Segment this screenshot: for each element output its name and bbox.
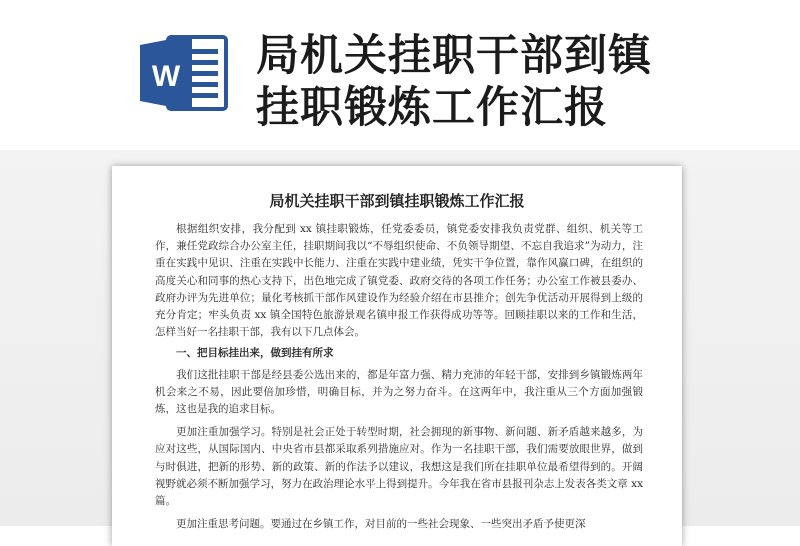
document-body xyxy=(155,221,643,533)
document-page xyxy=(112,166,682,546)
cover-header xyxy=(0,0,800,150)
paragraph-1: 我们这批挂职干部是经县委公选出来的，都是年富力强、精力充沛的年轻干部，安排到乡镇锻炼两年机会来之不易，因此要倍加珍惜，明确目标，并为之努力奋斗。在这两年中，我注重从三个方面加强锻炼，这也是我的追求目标。 xyxy=(155,368,643,416)
intro-paragraph: 根据组织安排，我分配到 xx 镇挂职锻炼，任党委委员，镇党委安排我负责党群、组织、机关等工作，兼任党政综合办公室主任，挂职期间我以“不辱组织使命、不负领导期望、不忘自我追求”为动力，注重在实践中见识、注重在实践中长能力、注重在实践中建业绩，凭实干争位置，靠作风赢口碑，在组织的高度关心和同事的热心支持下，出色地完成了镇党委、政府交待的各项工作任务；办公室工作被县委办、政府办评为先进单位；量化考核抓干部作风建设作为经验介绍在市县推介；创先争优活动开展得到上级的充分肯定；牢头负责 xx 镇全国特色旅游景观名镇申报工作获得成功等等。回顾挂职以来的工作和生活，怎样当好一名挂职干部，我有以下几点体会。 xyxy=(155,223,643,339)
document-title: 局机关挂职干部到镇挂职锻炼工作汇报 xyxy=(269,192,525,210)
paragraph-3: 更加注重思考问题。要通过在乡镇工作，对目前的一些社会现象、一些突出矛盾予使更深 xyxy=(176,518,586,531)
cover-title-line2: 挂职锻炼工作汇报 xyxy=(256,83,608,133)
svg-text:W: W xyxy=(151,60,181,93)
cover-title-line1: 局机关挂职干部到镇 xyxy=(256,31,652,81)
paragraph-2: 更加注重加强学习。特别是社会正处于转型时期，社会拥现的新事物、新问题、新矛盾越来越多，为应对这些，从国际国内、中央省市县都采取系列措施应对。作为一名挂职干部，我们需要放眼世界，做到与时俱进，把新的形势、新的政策、新的作法予以建议，我想这是我们所在挂职单位最希望得到的。开阔视野就必须不断加强学习，努力在政治理论水平上得到提升。今年我在省市县报刊杂志上发表各类文章 xx 篇。 xyxy=(155,426,643,508)
word-icon xyxy=(138,33,234,113)
section-heading-1: 一、把目标挂出来，做到挂有所求 xyxy=(176,347,334,360)
cover-title xyxy=(256,30,776,134)
